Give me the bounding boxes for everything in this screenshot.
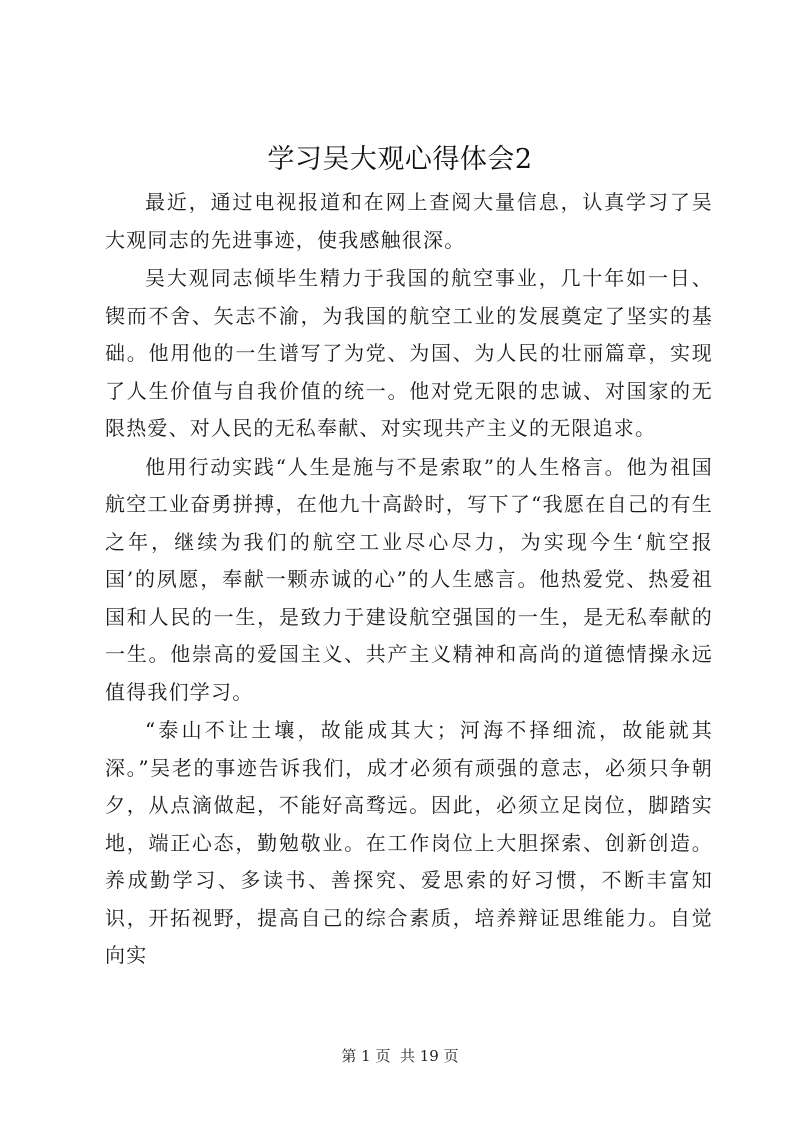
page-number: 第 1 页 共 19 页 <box>341 1047 459 1065</box>
paragraph-1: 最近，通过电视报道和在网上查阅大量信息，认真学习了吴大观同志的先进事迹，使我感触很深。 <box>105 190 713 252</box>
page-title: 学习吴大观心得体会2 <box>267 144 533 175</box>
page-footer <box>0 1046 800 1066</box>
paragraph-4: “泰山不让土壤，故能成其大；河海不择细流，故能就其深。”吴老的事迹告诉我们，成才必须有顽强的意志，必须只争朝夕，从点滴做起，不能好高骛远。因此，必须立足岗位，脚踏实地，端正心态，勤勉敬业。在工作岗位上大胆探索、创新创造。养成勤学习、多读书、善探究、爱思索的好习惯，不断丰富知识，开拓视野，提高自己的综合素质，培养辩证思维能力。自觉向实 <box>105 718 713 967</box>
paragraph-3: 他用行动实践“人生是施与不是索取”的人生格言。他为祖国航空工业奋勇拼搏，在他九十高龄时，写下了“我愿在自己的有生之年，继续为我们的航空工业尽心尽力，为实现今生‘航空报国’的夙愿，奉献一颗赤诚的心”的人生感言。他热爱党、热爱祖国和人民的一生，是致力于建设航空强国的一生，是无私奉献的一生。他崇高的爱国主义、共产主义精神和高尚的道德情操永远值得我们学习。 <box>105 454 713 704</box>
paragraph-2: 吴大观同志倾毕生精力于我国的航空事业，几十年如一日、锲而不舍、矢志不渝，为我国的航空工业的发展奠定了坚实的基础。他用他的一生谱写了为党、为国、为人民的壮丽篇章，实现了人生价值与自我价值的统一。他对党无限的忠诚、对国家的无限热爱、对人民的无私奉献、对实现共产主义的无限追求。 <box>105 266 713 440</box>
document-body <box>105 184 713 975</box>
